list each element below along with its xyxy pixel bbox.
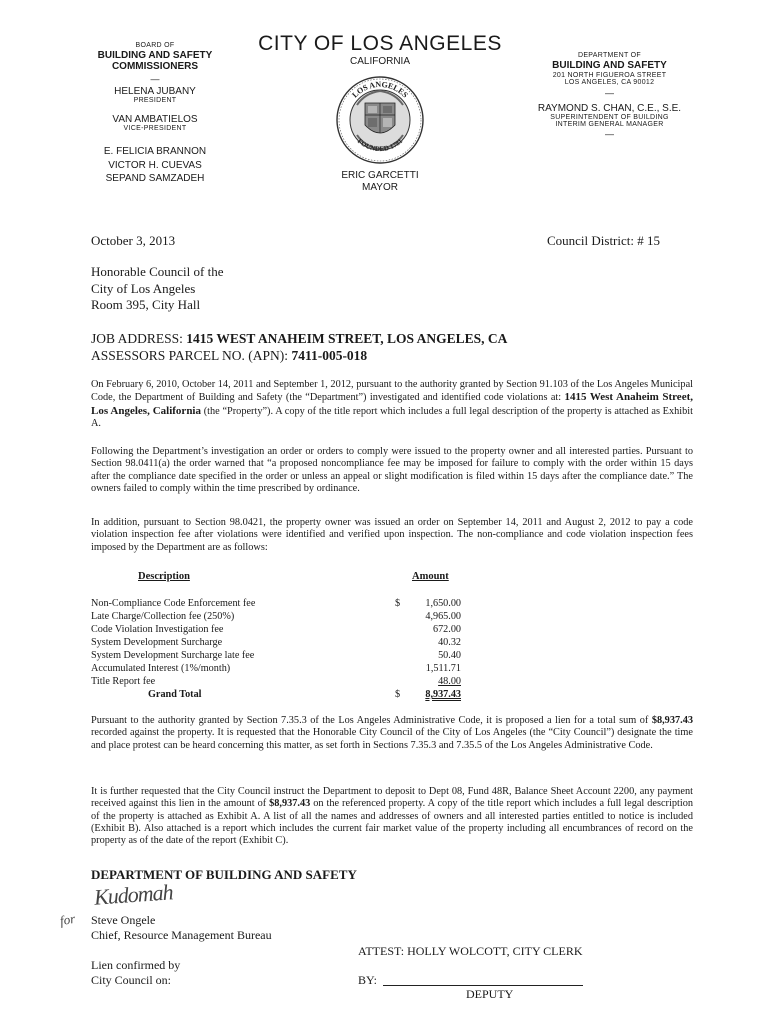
gm-name: RAYMOND S. CHAN, C.E., S.E. (537, 103, 682, 114)
addressee-line: City of Los Angeles (91, 280, 196, 296)
board-member: E. FELICIA BRANNON (103, 146, 207, 157)
seal-bottom-text: FOUNDED 1781 (355, 137, 405, 154)
city-block (255, 32, 505, 67)
dept-address-line1: 201 NORTH FIGUEROA STREET (552, 72, 667, 79)
city-title: CITY OF LOS ANGELES (258, 32, 502, 55)
fees-col-amount: Amount (412, 571, 449, 582)
fee-description: Late Charge/Collection fee (250%) (91, 611, 235, 622)
fee-total-currency: $ (395, 689, 401, 700)
fee-amount: 48.00 (438, 676, 461, 687)
signer-title: Chief, Resource Management Bureau (91, 928, 272, 942)
fee-amount: 1,511.71 (425, 663, 461, 674)
fee-description: Non-Compliance Code Enforcement fee (91, 598, 256, 609)
fee-description: Code Violation Investigation fee (91, 624, 224, 635)
paragraph-1 (91, 379, 693, 430)
dept-heading: BUILDING AND SAFETY (552, 60, 667, 71)
job-address-block (91, 330, 507, 364)
fees-col-description: Description (138, 571, 190, 582)
payment-amount: $8,937.43 (269, 798, 311, 810)
para1-text-end: (the “Property”). A copy of the title report which includes a full legal description of the property is attached as Exhibit A. (91, 405, 693, 429)
board-heading-line2: COMMISSIONERS (111, 61, 199, 72)
job-address-label: JOB ADDRESS: (91, 331, 187, 346)
gm-title-line1: SUPERINTENDENT OF BUILDING (550, 114, 669, 121)
apn-value: 7411-005-018 (291, 348, 368, 363)
dept-address-line2: LOS ANGELES, CA 90012 (564, 79, 655, 86)
fee-row (91, 637, 461, 648)
para5-text: It is further requested that the City Council instruct the Department to deposit to Dept 08, Fund 48R, Balance Sheet Account 2200, any payment received against this lien in the amount of (91, 786, 693, 810)
signature-initials: for (58, 910, 77, 929)
board-block (70, 42, 240, 186)
deputy-label: DEPUTY (466, 987, 514, 1001)
fee-currency: $ (395, 598, 401, 609)
lien-confirmed-line: Lien confirmed by (91, 958, 181, 972)
para4-text: Pursuant to the authority granted by Section 7.35.3 of the Los Angeles Administrative Code, it is proposed a lien for a total sum of (91, 715, 652, 726)
fee-row (91, 598, 461, 609)
paragraph-3: In addition, pursuant to Section 98.0421, the property owner was issued an order on September 14, 2011 and August 2, 2012 to pay a code violation inspection fee after violations were identified and verified upon inspection. The non-compliance and code violation inspection fees imposed by the Department are as follows: (91, 517, 693, 553)
paragraph-4 (91, 715, 693, 752)
board-heading-line1: BUILDING AND SAFETY (97, 50, 213, 61)
attest-line: ATTEST: HOLLY WOLCOTT, CITY CLERK (358, 944, 583, 958)
city-state: CALIFORNIA (349, 56, 410, 67)
signature-line (383, 985, 583, 986)
paragraph-2: Following the Department’s investigation an order or orders to comply were issued to the property owner and all interested parties. Pursuant to Section 98.0411(a) the order warned that “a proposed noncompliance fee may be imposed for failure to comply with the order within 15 days after the compliance date specified in the order or unless an appeal or slight modification is filed within 15 days after the compliance date.” The owners failed to comply within the time prescribed by ordinance. (91, 446, 693, 494)
fee-row (91, 663, 461, 674)
addressee-line: Honorable Council of the (91, 264, 224, 279)
fee-amount: 40.32 (438, 637, 461, 648)
signer-block (91, 913, 272, 943)
board-member: SEPAND SAMZADEH (105, 173, 205, 184)
by-label: BY: (358, 973, 377, 987)
fee-amount: 4,965.00 (425, 611, 461, 622)
dept-heading-small: DEPARTMENT OF (577, 52, 642, 59)
dept-dash: — (605, 88, 614, 98)
fee-total-label: Grand Total (148, 689, 202, 700)
fee-row (91, 611, 461, 622)
fee-amount: 50.40 (438, 650, 461, 661)
board-dash: — (150, 74, 160, 84)
board-vp-name: VAN AMBATIELOS (112, 114, 198, 125)
fee-description: System Development Surcharge (91, 637, 223, 648)
department-block (522, 52, 697, 139)
board-vp-title: VICE-PRESIDENT (123, 125, 187, 132)
fee-total-amount: 8,937.43 (425, 689, 461, 700)
property-address: 1415 West Anaheim Street, Los Angeles, California (91, 391, 693, 417)
para5-text-end: on the referenced property. A copy of the title report which includes a full legal description of the property is attached as Exhibit A. A list of all the names and addresses of owners and all interested parties entitled to notice is included (Exhibit B). Also attached is a report which includes the current fair market value of the property including all encumbrances of record on the property as of the date of the report (Exhibit C). (91, 798, 693, 847)
apn-label: ASSESSORS PARCEL NO. (APN): (91, 348, 292, 363)
fee-row (91, 624, 461, 635)
council-district: Council District: # 15 (546, 233, 660, 248)
seal-top-text: LOS ANGELES (350, 79, 410, 100)
paragraph-5 (91, 786, 693, 847)
board-member: VICTOR H. CUEVAS (108, 159, 202, 171)
para4-text-end: recorded against the property. It is requested that the Honorable City Council of the City of Los Angeles (the “City Council”) designate the time and place protest can be heard concerning this matter, as set forth in Sections 7.35.3 and 7.35.5 of the Los Angeles Administrative Code. (91, 727, 693, 751)
fee-description: Title Report fee (91, 676, 156, 687)
gm-dash: — (605, 129, 614, 139)
letter-date: October 3, 2013 (91, 233, 176, 248)
city-seal-icon (335, 75, 425, 165)
board-president-name: HELENA JUBANY (114, 86, 196, 97)
fee-row (91, 676, 461, 687)
signer-name: Steve Ongele (91, 913, 156, 927)
gm-title-line2: INTERIM GENERAL MANAGER (555, 121, 664, 128)
board-president-title: PRESIDENT (133, 97, 177, 104)
para1-text: On February 6, 2010, October 14, 2011 and September 1, 2012, pursuant to the authority granted by Section 91.103 of the Los Angeles Municipal Code, the Department of Building and Safety (the “Department”) investigated and identified code violations at: (91, 379, 693, 404)
lien-confirmed-block (91, 958, 180, 988)
dept-signature-heading: DEPARTMENT OF BUILDING AND SAFETY (91, 867, 357, 882)
mayor-block (305, 170, 455, 194)
fee-row (91, 650, 461, 661)
fee-amount: 672.00 (432, 624, 461, 635)
lien-amount: $8,937.43 (651, 715, 693, 726)
signature: Kudomah (93, 879, 174, 910)
fee-total-row (91, 689, 461, 700)
addressee-block (91, 264, 224, 314)
mayor-title: MAYOR (362, 182, 398, 193)
job-address: 1415 WEST ANAHEIM STREET, LOS ANGELES, CA (186, 331, 508, 346)
board-heading-small: BOARD OF (135, 42, 175, 49)
fee-description: System Development Surcharge late fee (91, 650, 255, 661)
fee-amount: 1,650.00 (425, 598, 461, 609)
addressee-line: Room 395, City Hall (91, 297, 201, 312)
fee-description: Accumulated Interest (1%/month) (91, 663, 231, 674)
lien-confirmed-line: City Council on: (91, 973, 172, 987)
mayor-name: ERIC GARCETTI (341, 170, 419, 181)
